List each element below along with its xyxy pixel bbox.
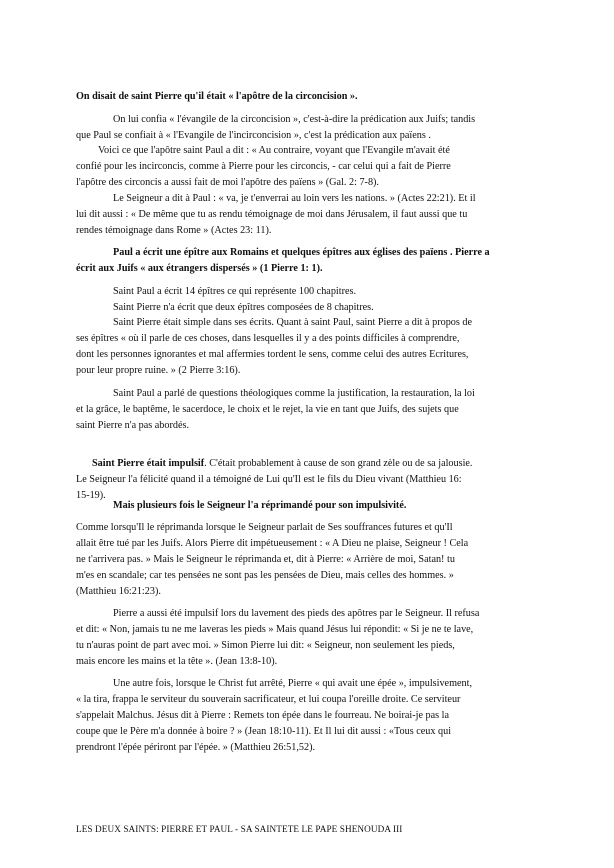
- paragraph-line: [92, 456, 472, 472]
- page-footer: LES DEUX SAINTS: PIERRE ET PAUL - SA SAINTETE LE PAPE SHENOUDA III: [76, 824, 403, 834]
- heading-reprimand: Mais plusieurs fois le Seigneur l'a réprimandé pour son impulsivité.: [113, 500, 407, 511]
- impulsive-rest: . C'était probablement à cause de son grand zèle ou de sa jalousie.: [204, 458, 473, 469]
- paragraph-line: ses épîtres « où il parle de ces choses, dans lesquelles il y a des points difficiles à comprendre,: [76, 333, 460, 344]
- paragraph-line: Une autre fois, lorsque le Christ fut arrêté, Pierre « qui avait une épée », impulsivement,: [113, 678, 472, 689]
- paragraph-line: rendes témoignage dans Rome » (Actes 23: 11).: [76, 225, 272, 236]
- paragraph-line: saint Pierre n'a pas abordés.: [76, 420, 190, 431]
- paragraph-line: et dit: « Non, jamais tu ne me laveras les pieds » Mais quand Jésus lui répondit: « Si je ne te lave,: [76, 624, 474, 635]
- paragraph-line: tu n'auras point de part avec moi. » Simon Pierre lui dit: « Seigneur, non seulement les pieds,: [76, 640, 455, 651]
- paragraph-line: ne t'arrivera pas. » Mais le Seigneur le réprimanda et, dit à Pierre: « Arrière de moi, Satan! tu: [76, 554, 455, 565]
- paragraph-line: Le Seigneur l'a félicité quand il a témoigné de Lui qu'Il est le fils du Dieu vivant (Matthieu 16:: [76, 474, 462, 485]
- paragraph-line: Saint Pierre n'a écrit que deux épîtres composées de 8 chapitres.: [113, 302, 374, 313]
- paragraph-line: Saint Paul a parlé de questions théologiques comme la justification, la restauration, la loi: [113, 388, 475, 399]
- paragraph-line: et la grâce, le baptême, le sacerdoce, le choix et le rejet, la vie en tant que Juifs, des sujets que: [76, 404, 459, 415]
- heading-epistles: écrit aux Juifs « aux étrangers dispersés » (1 Pierre 1: 1).: [76, 263, 323, 274]
- paragraph-line: dont les personnes ignorantes et mal affermies tordent le sens, comme celui des autres Ecritures,: [76, 349, 469, 360]
- heading-epistles: Paul a écrit une épître aux Romains et quelques épîtres aux églises des païens . Pierre a: [113, 247, 490, 258]
- paragraph-line: confié pour les incirconcis, comme à Pierre pour les circoncis, - car celui qui a fait de Pierre: [76, 161, 451, 172]
- paragraph-line: allait être tué par les Juifs. Alors Pierre dit impétueusement : « A Dieu ne plaise, Seigneur ! Cela: [76, 538, 469, 549]
- paragraph-line: Pierre a aussi été impulsif lors du lavement des pieds des apôtres par le Seigneur. Il refusa: [113, 608, 480, 619]
- paragraph-line: s'appelait Malchus. Jésus dit à Pierre : Remets ton épée dans le fourreau. Ne boirai-je pas la: [76, 710, 449, 721]
- paragraph-line: pour leur propre ruine. » (2 Pierre 3:16).: [76, 365, 241, 376]
- paragraph-line: m'es en scandale; car tes pensées ne sont pas les pensées de Dieu, mais celles des hommes. »: [76, 570, 454, 581]
- paragraph-line: lui dit aussi : « De même que tu as rendu témoignage de moi dans Jérusalem, il faut aussi que tu: [76, 209, 468, 220]
- paragraph-line: Comme lorsqu'Il le réprimanda lorsque le Seigneur parlait de Ses souffrances futures et qu'Il: [76, 522, 453, 533]
- paragraph-line: On lui confia « l'évangile de la circoncision », c'est-à-dire la prédication aux Juifs; tandis: [113, 114, 476, 125]
- impulsive-emphasis: Saint Pierre était impulsif: [92, 458, 205, 469]
- heading-apostle-circumcision: On disait de saint Pierre qu'il était « l'apôtre de la circoncision ».: [76, 91, 358, 102]
- paragraph-line: (Matthieu 16:21:23).: [76, 586, 161, 597]
- paragraph-line: Saint Paul a écrit 14 épîtres ce qui représente 100 chapitres.: [113, 286, 356, 297]
- paragraph-line: « la tira, frappa le serviteur du souverain sacrificateur, et lui coupa l'oreille droite. Ce serviteur: [76, 694, 461, 705]
- paragraph-line: mais encore les mains et la tête ». (Jean 13:8-10).: [76, 656, 278, 667]
- paragraph-line: 15-19).: [76, 490, 106, 501]
- paragraph-line: Le Seigneur a dit à Paul : « va, je t'enverrai au loin vers les nations. » (Actes 22:21). Et il: [113, 193, 476, 204]
- paragraph-line: prendront l'épée périront par l'épée. » (Matthieu 26:51,52).: [76, 742, 316, 753]
- paragraph-line: Voici ce que l'apôtre saint Paul a dit : « Au contraire, voyant que l'Evangile m'avait été: [98, 145, 450, 156]
- paragraph-line: Saint Pierre était simple dans ses écrits. Quant à saint Paul, saint Pierre a dit à propos de: [113, 317, 473, 328]
- paragraph-line: coupe que le Père m'a donnée à boire ? » (Jean 18:10-11). Et Il lui dit aussi : «Tous ceux qui: [76, 726, 452, 737]
- paragraph-line: l'apôtre des circoncis a aussi fait de moi l'apôtre des païens » (Gal. 2: 7-8).: [76, 177, 379, 188]
- paragraph-line: que Paul se confiait à « l'Evangile de l'incirconcision », c'est la prédication aux païens .: [76, 130, 431, 141]
